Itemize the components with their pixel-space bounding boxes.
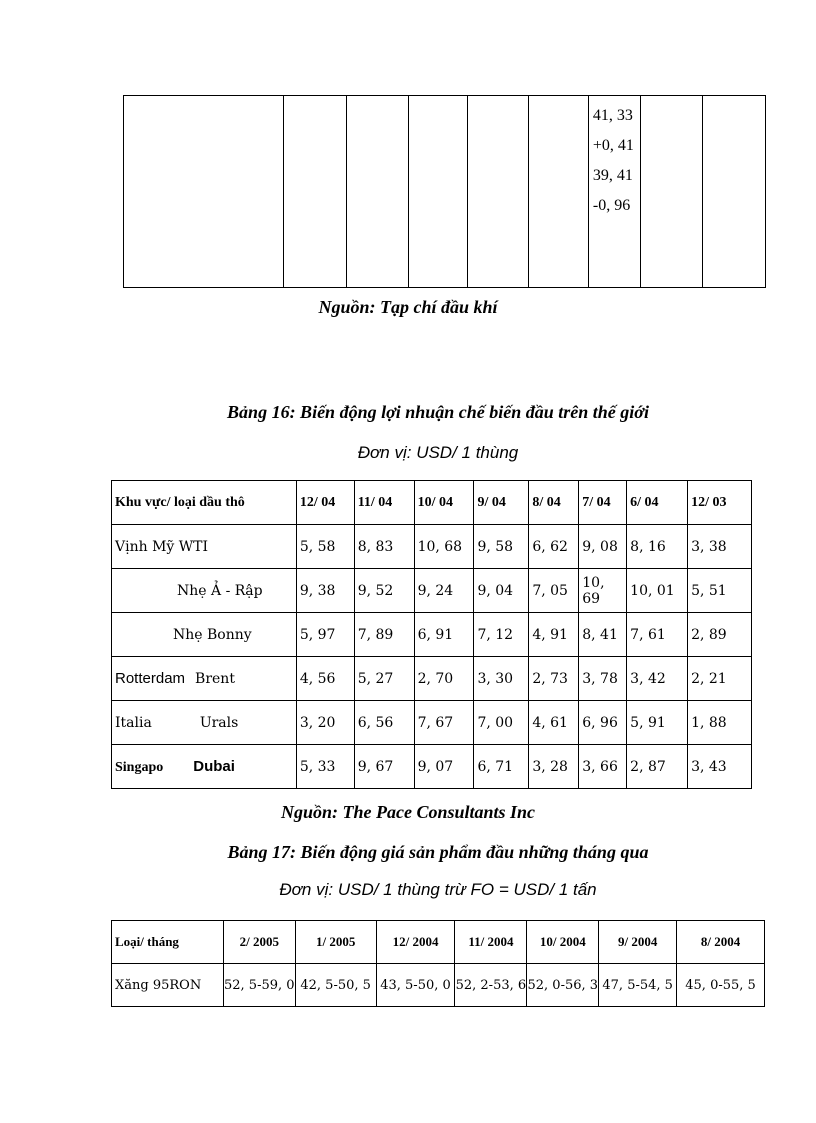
header-cell: 1/ 2005: [295, 921, 376, 964]
header-cell: 8/ 04: [529, 481, 579, 525]
value-cell: 5, 97: [296, 613, 354, 657]
stacked-value: 39, 41: [592, 167, 633, 184]
table-cell: [703, 96, 766, 288]
value-cell: 10, 69: [579, 569, 627, 613]
value-cell: 6, 56: [354, 701, 414, 745]
region-cell: [112, 613, 297, 657]
table17-title: Bảng 17: Biến động giá sản phẩm đầu những tháng qua: [227, 842, 649, 862]
value-cell: 2, 87: [627, 745, 688, 789]
value-cell: 9, 67: [354, 745, 414, 789]
value-cell: 9, 04: [474, 569, 529, 613]
table17-unit: Đơn vị: USD/ 1 thùng trừ FO = USD/ 1 tấn: [279, 880, 597, 899]
table-cell: [283, 96, 346, 288]
value-cell: 2, 73: [529, 657, 579, 701]
value-cell: 2, 21: [688, 657, 752, 701]
value-cell: 8, 16: [627, 525, 688, 569]
table-row: [112, 569, 752, 613]
value-cell: 9, 52: [354, 569, 414, 613]
stacked-value: 41, 33: [592, 107, 633, 124]
value-cell: 9, 38: [296, 569, 354, 613]
region-cell: [112, 657, 297, 701]
table16: [111, 480, 752, 789]
stacked-value: -0, 96: [592, 197, 631, 214]
value-cell: 47, 5-54, 5: [599, 964, 677, 1007]
value-cell: 6, 96: [579, 701, 627, 745]
table-row: [112, 701, 752, 745]
value-cell: 9, 24: [414, 569, 474, 613]
table16-unit: Đơn vị: USD/ 1 thùng: [357, 443, 519, 462]
table-cell: [640, 96, 703, 288]
value-cell: 3, 78: [579, 657, 627, 701]
value-cell: 42, 5-50, 5: [295, 964, 376, 1007]
header-cell: Khu vực/ loại dầu thô: [112, 481, 297, 525]
source-note: Nguồn: Tạp chí đầu khí: [318, 297, 498, 317]
stacked-values-cell: [588, 96, 640, 288]
value-cell: 4, 56: [296, 657, 354, 701]
region-cell: [112, 745, 297, 789]
value-cell: 10, 68: [414, 525, 474, 569]
header-cell: 9/ 2004: [599, 921, 677, 964]
region-name: Rotterdam: [115, 670, 186, 687]
value-cell: 5, 33: [296, 745, 354, 789]
table-row: [112, 657, 752, 701]
region-cell: Vịnh Mỹ WTI: [112, 525, 297, 569]
header-cell: 12/ 03: [688, 481, 752, 525]
header-cell: 11/ 04: [354, 481, 414, 525]
header-cell: 10/ 2004: [527, 921, 599, 964]
value-cell: 8, 83: [354, 525, 414, 569]
value-cell: 10, 01: [627, 569, 688, 613]
value-cell: 3, 38: [688, 525, 752, 569]
table-cell: [346, 96, 409, 288]
region-cell: [112, 569, 297, 613]
table-row: [112, 745, 752, 789]
crude-type: Urals: [199, 714, 239, 731]
crude-type: Nhẹ Ả - Rập: [177, 582, 263, 599]
table-header-row: [112, 481, 752, 525]
region-name: Singapo: [115, 759, 164, 775]
value-cell: 2, 70: [414, 657, 474, 701]
value-cell: 4, 61: [529, 701, 579, 745]
header-cell: 9/ 04: [474, 481, 529, 525]
crude-type: Brent: [195, 671, 235, 687]
header-cell: 6/ 04: [627, 481, 688, 525]
header-cell: 7/ 04: [579, 481, 627, 525]
table-cell: [529, 96, 589, 288]
value-cell: 7, 00: [474, 701, 529, 745]
table-header-row: [112, 921, 765, 964]
header-cell: 12/ 04: [296, 481, 354, 525]
table-row: [112, 525, 752, 569]
source-note: Nguồn: The Pace Consultants Inc: [280, 802, 536, 822]
header-cell: 8/ 2004: [677, 921, 765, 964]
value-cell: 7, 67: [414, 701, 474, 745]
product-cell: Xăng 95RON: [112, 964, 224, 1007]
value-cell: 52, 0-56, 3: [527, 964, 599, 1007]
value-cell: 9, 07: [414, 745, 474, 789]
region-name: Italia: [115, 714, 152, 731]
value-cell: 7, 05: [529, 569, 579, 613]
crude-type: Dubai: [193, 757, 235, 775]
table-cell: [409, 96, 468, 288]
value-cell: 6, 91: [414, 613, 474, 657]
table-cell: [124, 96, 284, 288]
value-cell: 6, 71: [474, 745, 529, 789]
value-cell: 7, 61: [627, 613, 688, 657]
header-cell: 12/ 2004: [376, 921, 455, 964]
value-cell: 3, 43: [688, 745, 752, 789]
value-cell: 9, 58: [474, 525, 529, 569]
crude-type: Nhẹ Bonny: [173, 626, 252, 643]
value-cell: 5, 51: [688, 569, 752, 613]
value-cell: 5, 91: [627, 701, 688, 745]
table-row: [112, 964, 765, 1007]
table-row: [112, 613, 752, 657]
header-cell: Loại/ tháng: [112, 921, 224, 964]
value-cell: 52, 5-59, 0: [223, 964, 295, 1007]
value-cell: 45, 0-55, 5: [677, 964, 765, 1007]
value-cell: 5, 58: [296, 525, 354, 569]
value-cell: 2, 89: [688, 613, 752, 657]
value-cell: 43, 5-50, 0: [376, 964, 455, 1007]
value-cell: 8, 41: [579, 613, 627, 657]
table-cell: [467, 96, 529, 288]
table16-title: Bảng 16: Biến động lợi nhuận chế biến đầu trên thế giới: [227, 402, 649, 422]
value-cell: 4, 91: [529, 613, 579, 657]
value-cell: 9, 08: [579, 525, 627, 569]
header-cell: 10/ 04: [414, 481, 474, 525]
value-cell: 6, 62: [529, 525, 579, 569]
value-cell: 3, 20: [296, 701, 354, 745]
table17: [111, 920, 765, 1007]
value-cell: 3, 30: [474, 657, 529, 701]
value-cell: 1, 88: [688, 701, 752, 745]
continued-table: [123, 95, 766, 288]
value-cell: 3, 42: [627, 657, 688, 701]
value-cell: 7, 89: [354, 613, 414, 657]
region-cell: [112, 701, 297, 745]
value-cell: 3, 28: [529, 745, 579, 789]
stacked-value: +0, 41: [592, 137, 634, 154]
header-cell: 11/ 2004: [455, 921, 527, 964]
value-cell: 7, 12: [474, 613, 529, 657]
value-cell: 5, 27: [354, 657, 414, 701]
value-cell: 52, 2-53, 6: [455, 964, 527, 1007]
value-cell: 3, 66: [579, 745, 627, 789]
header-cell: 2/ 2005: [223, 921, 295, 964]
